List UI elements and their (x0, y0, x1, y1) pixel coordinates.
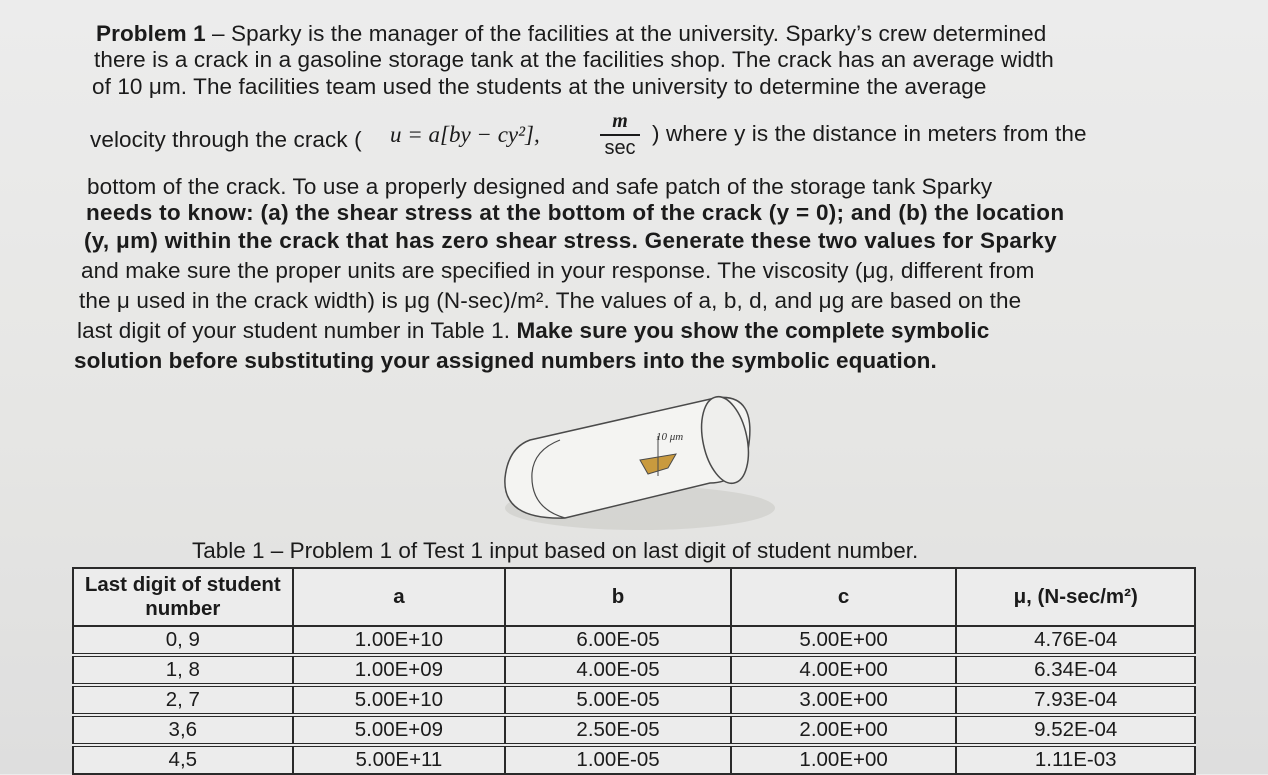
cell-digit: 1, 8 (73, 655, 293, 685)
cell-digit: 4,5 (73, 745, 293, 774)
cell-mu: 9.52E-04 (956, 715, 1195, 745)
cell-mu: 4.76E-04 (956, 626, 1195, 655)
input-table (72, 567, 1196, 775)
cell-a: 5.00E+10 (293, 685, 506, 715)
cell-b: 2.50E-05 (505, 715, 731, 745)
problem-line-1-text: – Sparky is the manager of the facilities at the university. Sparky’s crew determined (205, 21, 1047, 46)
header-c: c (731, 568, 957, 626)
cell-b: 5.00E-05 (505, 685, 731, 715)
cell-b: 6.00E-05 (505, 626, 731, 655)
cell-mu: 1.11E-03 (956, 745, 1195, 774)
cell-c: 5.00E+00 (731, 626, 957, 655)
table-row (73, 685, 1195, 715)
problem-line-6: needs to know: (a) the shear stress at the bottom of the crack (y = 0); and (b) the location (86, 200, 1065, 225)
cell-digit: 3,6 (73, 715, 293, 745)
cell-mu: 6.34E-04 (956, 655, 1195, 685)
table-header-row (73, 568, 1195, 626)
table-row (73, 655, 1195, 685)
units-numerator: m (612, 110, 628, 132)
table-row (73, 626, 1195, 655)
cell-mu: 7.93E-04 (956, 685, 1195, 715)
velocity-equation: u = a[by − cy²], (390, 122, 540, 147)
table-caption: Table 1 – Problem 1 of Test 1 input based on last digit of student number. (192, 538, 919, 563)
problem-line-11: solution before substituting your assigned numbers into the symbolic equation. (74, 348, 937, 373)
problem-line-10 (77, 318, 989, 344)
problem-line-4-post: ) where y is the distance in meters from the (652, 121, 1087, 146)
header-a: a (293, 568, 506, 626)
header-b: b (505, 568, 731, 626)
cell-a: 1.00E+09 (293, 655, 506, 685)
header-last-digit: Last digit of student number (73, 568, 293, 626)
cell-b: 1.00E-05 (505, 745, 731, 774)
cell-c: 2.00E+00 (731, 715, 957, 745)
problem-line-7: (y, μm) within the crack that has zero shear stress. Generate these two values for Sparky (84, 228, 1057, 253)
cell-digit: 0, 9 (73, 626, 293, 655)
problem-line-1 (96, 21, 1046, 47)
cell-a: 5.00E+09 (293, 715, 506, 745)
cell-a: 1.00E+10 (293, 626, 506, 655)
table-row (73, 715, 1195, 745)
velocity-units (600, 110, 640, 160)
cell-digit: 2, 7 (73, 685, 293, 715)
cell-a: 5.00E+11 (293, 745, 506, 774)
problem-line-5: bottom of the crack. To use a properly designed and safe patch of the storage tank Sparky (87, 174, 993, 199)
table-row (73, 745, 1195, 774)
problem-line-4-pre: velocity through the crack ( (90, 127, 362, 152)
cell-c: 3.00E+00 (731, 685, 957, 715)
problem-line-10-text: last digit of your student number in Table 1. (77, 318, 517, 343)
problem-line-2: there is a crack in a gasoline storage tank at the facilities shop. The crack has an average width (94, 47, 1054, 72)
cell-b: 4.00E-05 (505, 655, 731, 685)
crack-width-label: 10 μm (656, 431, 684, 443)
storage-tank-figure (490, 388, 780, 538)
fraction-bar (600, 134, 640, 136)
problem-line-9: the μ used in the crack width) is μg (N-sec)/m². The values of a, b, d, and μg are based on the (79, 288, 1022, 313)
problem-line-8: and make sure the proper units are specified in your response. The viscosity (μg, different from (81, 258, 1035, 283)
problem-line-10-bold: Make sure you show the complete symbolic (516, 318, 990, 343)
problem-title: Problem 1 (96, 21, 206, 46)
header-mu: μ, (N-sec/m²) (956, 568, 1195, 626)
cell-c: 4.00E+00 (731, 655, 957, 685)
cell-c: 1.00E+00 (731, 745, 957, 774)
units-denominator: sec (604, 136, 636, 159)
problem-line-3: of 10 μm. The facilities team used the students at the university to determine the average (92, 74, 987, 99)
